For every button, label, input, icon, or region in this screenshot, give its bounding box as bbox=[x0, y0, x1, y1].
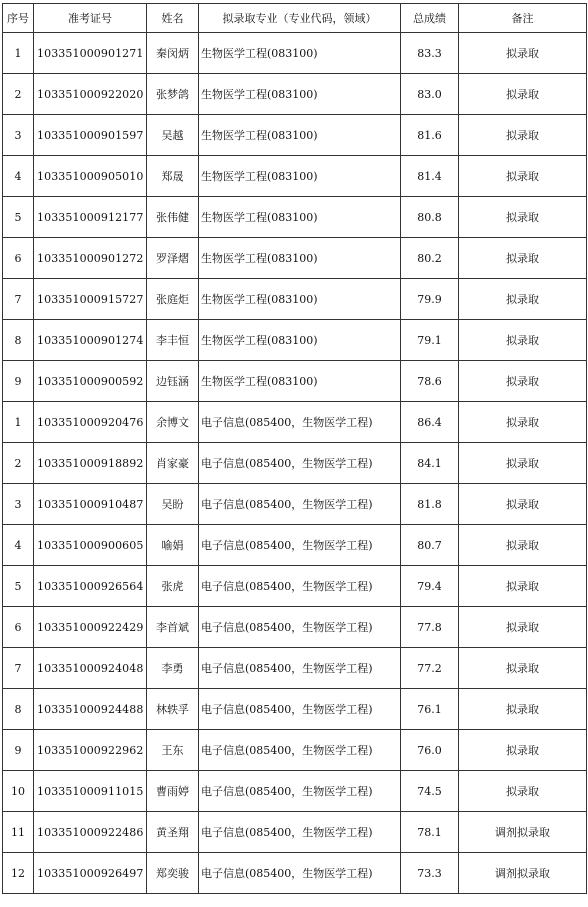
table-row bbox=[3, 33, 587, 74]
table-row bbox=[3, 238, 587, 279]
cell-seq: 3 bbox=[3, 115, 34, 156]
cell-name: 张伟健 bbox=[147, 197, 199, 238]
cell-name: 郑奕骏 bbox=[147, 853, 199, 894]
cell-remark: 拟录取 bbox=[459, 156, 587, 197]
cell-name: 吴盼 bbox=[147, 484, 199, 525]
cell-name: 秦闵炳 bbox=[147, 33, 199, 74]
cell-seq: 9 bbox=[3, 730, 34, 771]
table-row bbox=[3, 361, 587, 402]
cell-seq: 3 bbox=[3, 484, 34, 525]
cell-remark: 拟录取 bbox=[459, 607, 587, 648]
cell-name: 肖家豪 bbox=[147, 443, 199, 484]
cell-total-score: 79.4 bbox=[401, 566, 459, 607]
cell-name: 黄圣翔 bbox=[147, 812, 199, 853]
admission-table bbox=[2, 3, 587, 894]
cell-seq: 7 bbox=[3, 279, 34, 320]
cell-seq: 8 bbox=[3, 689, 34, 730]
cell-remark: 拟录取 bbox=[459, 279, 587, 320]
cell-major: 电子信息(085400，生物医学工程) bbox=[199, 730, 401, 771]
cell-remark: 拟录取 bbox=[459, 525, 587, 566]
cell-seq: 5 bbox=[3, 197, 34, 238]
cell-exam-id: 103351000901274 bbox=[34, 320, 147, 361]
cell-exam-id: 103351000901272 bbox=[34, 238, 147, 279]
cell-major: 生物医学工程(083100) bbox=[199, 238, 401, 279]
table-header-row bbox=[3, 4, 587, 33]
cell-total-score: 81.4 bbox=[401, 156, 459, 197]
cell-major: 生物医学工程(083100) bbox=[199, 74, 401, 115]
table-row bbox=[3, 197, 587, 238]
cell-total-score: 74.5 bbox=[401, 771, 459, 812]
table-row bbox=[3, 607, 587, 648]
cell-remark: 拟录取 bbox=[459, 197, 587, 238]
cell-exam-id: 103351000926497 bbox=[34, 853, 147, 894]
cell-seq: 12 bbox=[3, 853, 34, 894]
cell-remark: 拟录取 bbox=[459, 771, 587, 812]
table-row bbox=[3, 156, 587, 197]
cell-major: 生物医学工程(083100) bbox=[199, 33, 401, 74]
cell-major: 电子信息(085400，生物医学工程) bbox=[199, 484, 401, 525]
cell-name: 王东 bbox=[147, 730, 199, 771]
cell-remark: 调剂拟录取 bbox=[459, 812, 587, 853]
cell-major: 电子信息(085400，生物医学工程) bbox=[199, 648, 401, 689]
cell-seq: 11 bbox=[3, 812, 34, 853]
cell-seq: 8 bbox=[3, 320, 34, 361]
cell-seq: 6 bbox=[3, 238, 34, 279]
cell-remark: 拟录取 bbox=[459, 689, 587, 730]
cell-seq: 7 bbox=[3, 648, 34, 689]
header-total-score: 总成绩 bbox=[401, 4, 459, 33]
table-row bbox=[3, 115, 587, 156]
cell-exam-id: 103351000910487 bbox=[34, 484, 147, 525]
cell-total-score: 80.8 bbox=[401, 197, 459, 238]
cell-exam-id: 103351000900592 bbox=[34, 361, 147, 402]
cell-exam-id: 103351000900605 bbox=[34, 525, 147, 566]
cell-major: 生物医学工程(083100) bbox=[199, 197, 401, 238]
cell-remark: 调剂拟录取 bbox=[459, 853, 587, 894]
table-row bbox=[3, 74, 587, 115]
table-row bbox=[3, 730, 587, 771]
cell-major: 电子信息(085400，生物医学工程) bbox=[199, 566, 401, 607]
cell-total-score: 83.3 bbox=[401, 33, 459, 74]
cell-exam-id: 103351000922486 bbox=[34, 812, 147, 853]
table-row bbox=[3, 853, 587, 894]
table-row bbox=[3, 525, 587, 566]
cell-exam-id: 103351000901271 bbox=[34, 33, 147, 74]
cell-name: 余博文 bbox=[147, 402, 199, 443]
cell-name: 喻娟 bbox=[147, 525, 199, 566]
cell-name: 边钰涵 bbox=[147, 361, 199, 402]
cell-remark: 拟录取 bbox=[459, 566, 587, 607]
cell-total-score: 73.3 bbox=[401, 853, 459, 894]
cell-major: 电子信息(085400，生物医学工程) bbox=[199, 402, 401, 443]
cell-seq: 6 bbox=[3, 607, 34, 648]
cell-name: 郑晟 bbox=[147, 156, 199, 197]
cell-total-score: 77.2 bbox=[401, 648, 459, 689]
cell-total-score: 76.0 bbox=[401, 730, 459, 771]
cell-major: 电子信息(085400，生物医学工程) bbox=[199, 443, 401, 484]
cell-exam-id: 103351000926564 bbox=[34, 566, 147, 607]
admission-list bbox=[2, 3, 587, 894]
cell-remark: 拟录取 bbox=[459, 320, 587, 361]
cell-exam-id: 103351000920476 bbox=[34, 402, 147, 443]
cell-name: 李首斌 bbox=[147, 607, 199, 648]
cell-exam-id: 103351000922020 bbox=[34, 74, 147, 115]
cell-major: 电子信息(085400，生物医学工程) bbox=[199, 812, 401, 853]
table-row bbox=[3, 402, 587, 443]
cell-exam-id: 103351000912177 bbox=[34, 197, 147, 238]
cell-name: 张梦鸽 bbox=[147, 74, 199, 115]
cell-seq: 4 bbox=[3, 525, 34, 566]
cell-remark: 拟录取 bbox=[459, 484, 587, 525]
cell-name: 张虎 bbox=[147, 566, 199, 607]
cell-exam-id: 103351000901597 bbox=[34, 115, 147, 156]
cell-exam-id: 103351000924488 bbox=[34, 689, 147, 730]
cell-seq: 5 bbox=[3, 566, 34, 607]
cell-remark: 拟录取 bbox=[459, 74, 587, 115]
header-seq: 序号 bbox=[3, 4, 34, 33]
cell-major: 电子信息(085400，生物医学工程) bbox=[199, 525, 401, 566]
cell-total-score: 83.0 bbox=[401, 74, 459, 115]
table-row bbox=[3, 812, 587, 853]
cell-remark: 拟录取 bbox=[459, 115, 587, 156]
cell-total-score: 81.8 bbox=[401, 484, 459, 525]
cell-total-score: 79.9 bbox=[401, 279, 459, 320]
cell-exam-id: 103351000922429 bbox=[34, 607, 147, 648]
cell-major: 电子信息(085400，生物医学工程) bbox=[199, 853, 401, 894]
cell-major: 生物医学工程(083100) bbox=[199, 361, 401, 402]
header-remark: 备注 bbox=[459, 4, 587, 33]
cell-name: 林轶孚 bbox=[147, 689, 199, 730]
cell-seq: 2 bbox=[3, 74, 34, 115]
cell-major: 电子信息(085400，生物医学工程) bbox=[199, 689, 401, 730]
table-row bbox=[3, 320, 587, 361]
table-row bbox=[3, 443, 587, 484]
cell-exam-id: 103351000918892 bbox=[34, 443, 147, 484]
cell-total-score: 76.1 bbox=[401, 689, 459, 730]
cell-remark: 拟录取 bbox=[459, 648, 587, 689]
cell-total-score: 86.4 bbox=[401, 402, 459, 443]
table-row bbox=[3, 484, 587, 525]
cell-name: 罗泽熠 bbox=[147, 238, 199, 279]
cell-name: 李勇 bbox=[147, 648, 199, 689]
cell-remark: 拟录取 bbox=[459, 443, 587, 484]
cell-major: 生物医学工程(083100) bbox=[199, 320, 401, 361]
header-major: 拟录取专业（专业代码，领域） bbox=[199, 4, 401, 33]
table-row bbox=[3, 771, 587, 812]
cell-name: 吴越 bbox=[147, 115, 199, 156]
cell-major: 生物医学工程(083100) bbox=[199, 279, 401, 320]
cell-total-score: 81.6 bbox=[401, 115, 459, 156]
cell-total-score: 80.7 bbox=[401, 525, 459, 566]
cell-seq: 1 bbox=[3, 33, 34, 74]
cell-exam-id: 103351000922962 bbox=[34, 730, 147, 771]
table-row bbox=[3, 279, 587, 320]
cell-seq: 4 bbox=[3, 156, 34, 197]
cell-seq: 9 bbox=[3, 361, 34, 402]
cell-exam-id: 103351000915727 bbox=[34, 279, 147, 320]
cell-seq: 1 bbox=[3, 402, 34, 443]
cell-remark: 拟录取 bbox=[459, 33, 587, 74]
cell-total-score: 77.8 bbox=[401, 607, 459, 648]
cell-major: 电子信息(085400，生物医学工程) bbox=[199, 771, 401, 812]
cell-major: 生物医学工程(083100) bbox=[199, 156, 401, 197]
cell-remark: 拟录取 bbox=[459, 361, 587, 402]
cell-total-score: 78.1 bbox=[401, 812, 459, 853]
table-row bbox=[3, 689, 587, 730]
cell-remark: 拟录取 bbox=[459, 238, 587, 279]
cell-exam-id: 103351000905010 bbox=[34, 156, 147, 197]
cell-exam-id: 103351000911015 bbox=[34, 771, 147, 812]
cell-name: 曹雨婷 bbox=[147, 771, 199, 812]
cell-total-score: 78.6 bbox=[401, 361, 459, 402]
cell-total-score: 84.1 bbox=[401, 443, 459, 484]
cell-total-score: 79.1 bbox=[401, 320, 459, 361]
cell-exam-id: 103351000924048 bbox=[34, 648, 147, 689]
cell-name: 李丰恒 bbox=[147, 320, 199, 361]
header-exam-id: 准考证号 bbox=[34, 4, 147, 33]
cell-major: 生物医学工程(083100) bbox=[199, 115, 401, 156]
cell-total-score: 80.2 bbox=[401, 238, 459, 279]
cell-seq: 2 bbox=[3, 443, 34, 484]
cell-seq: 10 bbox=[3, 771, 34, 812]
table-row bbox=[3, 566, 587, 607]
cell-name: 张庭炬 bbox=[147, 279, 199, 320]
cell-major: 电子信息(085400，生物医学工程) bbox=[199, 607, 401, 648]
header-name: 姓名 bbox=[147, 4, 199, 33]
cell-remark: 拟录取 bbox=[459, 402, 587, 443]
table-row bbox=[3, 648, 587, 689]
cell-remark: 拟录取 bbox=[459, 730, 587, 771]
table-body bbox=[3, 33, 587, 894]
